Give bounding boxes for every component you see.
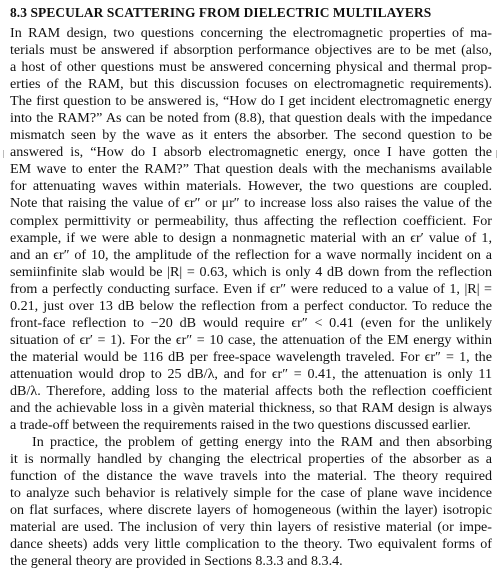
text-line: function of the distance the wave travels into the material. The theory required bbox=[10, 468, 492, 485]
text-line: a trade-off between the requirements raised in the two questions discussed earlier. bbox=[10, 417, 471, 434]
text-line: material are used. The inclusion of very thin layers of resistive material (or impe- bbox=[10, 519, 492, 536]
text-line: from a perfectly conducting surface. Even if ϵr″ were reduced to a value of 1, |R| = bbox=[10, 280, 492, 297]
text-line: mismatch seen by the wave as it enters the absorber. The second question to be bbox=[10, 127, 492, 144]
text-line: answered is, “How do I absorb electromagnetic energy, once I have gotten the bbox=[10, 144, 492, 161]
margin-mark-left bbox=[3, 150, 4, 158]
text-line: situation of ϵr′ = 1). For the ϵr″ = 10 case, the attenuation of the EM energy within bbox=[10, 331, 492, 348]
text-line: and an ϵr″ of 10, the amplitude of the reflection for a wave normally incident on a bbox=[10, 246, 492, 263]
text-line: example, if we were able to design a nonmagnetic material with an ϵr′ value of 1, bbox=[10, 229, 492, 246]
text-line: The first question to be answered is, “How do I get incident electromagnetic energy bbox=[10, 93, 492, 110]
text-line: to analyze such behavior is relatively simple for the case of plane wave incidence bbox=[10, 485, 492, 502]
text-line: terials must be answered if absorption performance objectives are to be met (also, bbox=[10, 42, 492, 59]
text-line: on flat surfaces, where discrete layers of homogeneous (within the layer) isotropic bbox=[10, 502, 492, 519]
document-page bbox=[10, 4, 492, 571]
text-line: and the achievable loss in a givèn material thickness, so that RAM design is always bbox=[10, 400, 492, 417]
text-line: Note that raising the value of ϵr″ or μr″ to increase loss also raises the value of the bbox=[10, 195, 492, 212]
paragraph-2 bbox=[10, 434, 492, 570]
text-line: front-face reflection to −20 dB would require ϵr″ < 0.41 (even for the unlikely bbox=[10, 314, 492, 331]
margin-mark-right bbox=[496, 150, 497, 158]
section-heading: 8.3 SPECULAR SCATTERING FROM DIELECTRIC MULTILAYERS bbox=[10, 5, 432, 20]
text-line: the material would be 116 dB per free-space wavelength traveled. For ϵr″ = 1, the bbox=[10, 348, 492, 365]
text-line: the general theory are provided in Sections 8.3.3 and 8.3.4. bbox=[10, 553, 343, 570]
text-line: EM wave to enter the RAM?” That question deals with the mechanisms available bbox=[10, 161, 492, 178]
text-line: it is normally handled by changing the electrical properties of the absorber as a bbox=[10, 451, 492, 468]
text-line: erties of the RAM, but this discussion focuses on electromagnetic requirements). bbox=[10, 76, 492, 93]
text-line: dB/λ. Therefore, adding loss to the material affects both the reflection coefficient bbox=[10, 382, 492, 399]
text-line: into the RAM?” As can be noted from (8.8), that question deals with the impedance bbox=[10, 110, 492, 127]
text-line: semiinfinite slab would be |R| = 0.63, which is only 4 dB down from the reflection bbox=[10, 263, 492, 280]
paragraph-1 bbox=[10, 25, 492, 434]
text-line: dance sheets) adds very little complication to the theory. Two equivalent forms of bbox=[10, 536, 492, 553]
text-line: complex permittivity or permeability, thus affecting the reflection coefficient. For bbox=[10, 212, 492, 229]
text-line: 0.21, just over 13 dB below the reflection from a perfect conductor. To reduce the bbox=[10, 297, 492, 314]
text-line: attenuation would drop to 25 dB/λ, and for ϵr″ = 0.41, the attenuation is only 11 bbox=[10, 365, 492, 382]
text-line: a host of other questions must be answered concerning physical and thermal prop- bbox=[10, 59, 492, 76]
text-line: In practice, the problem of getting energy into the RAM and then absorbing bbox=[32, 434, 492, 451]
text-line: In RAM design, two questions concerning the electromagnetic properties of ma- bbox=[10, 25, 492, 41]
text-line: for attenuating waves within materials. However, the two questions are coupled. bbox=[10, 178, 492, 195]
